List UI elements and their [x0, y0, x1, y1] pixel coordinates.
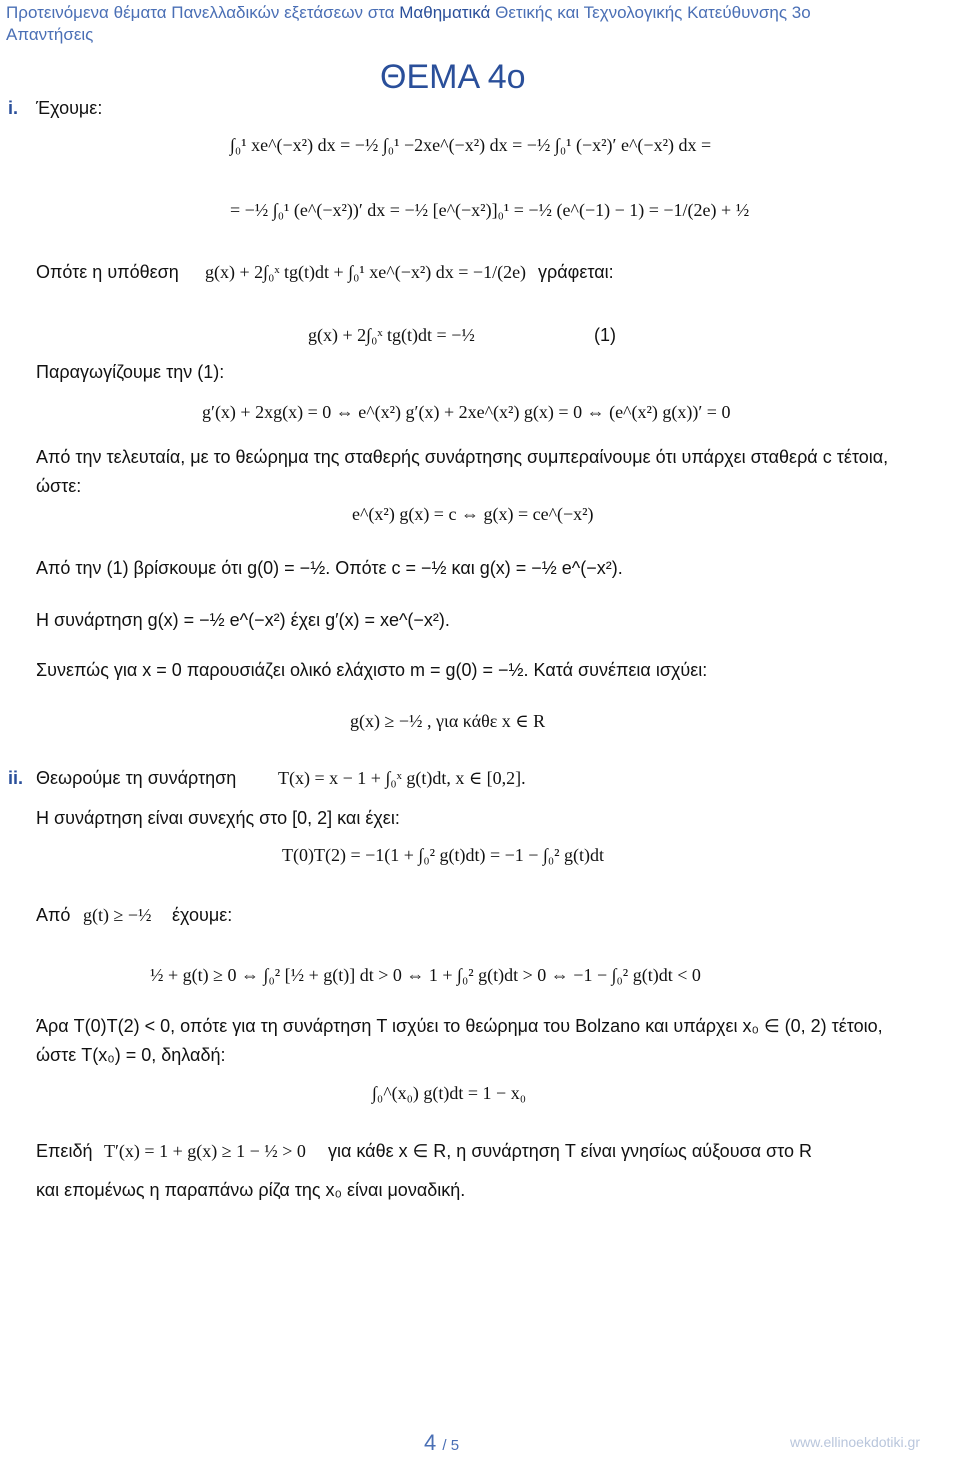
since-tail: για κάθε x ∈ R, η συνάρτηση T είναι γνησίως αύξουσα στο R	[328, 1141, 813, 1161]
hypothesis-equation: g(x) + 2∫₀ˣ tg(t)dt + ∫₀¹ xe^(−x²) dx = −1/(2e)	[205, 262, 527, 282]
differentiate-text: Παραγωγίζουμε την (1):	[36, 362, 225, 382]
paragraph-constant: Από την τελευταία, με το θεώρημα της σταθερής συνάρτησης συμπεραίνουμε ότι υπάρχει σταθερά c τέτοια, ώστε:	[36, 447, 889, 496]
equation-3-tag: (1)	[594, 325, 616, 345]
line-function: Η συνάρτηση g(x) = −½ e^(−x²) έχει g′(x) = xe^(−x²).	[36, 610, 450, 630]
line-find-c: Από την (1) βρίσκουμε ότι g(0) = −½. Οπότε c = −½ και g(x) = −½ e^(−x²).	[36, 558, 623, 578]
part-ii-label: ii.	[8, 768, 24, 788]
equation-7: T(0)T(2) = −1(1 + ∫₀² g(t)dt) = −1 − ∫₀² g(t)dt	[282, 845, 605, 865]
part-i-label: i.	[8, 98, 19, 118]
hypothesis-text: Οπότε η υπόθεση	[36, 262, 179, 282]
equation-3: g(x) + 2∫₀ˣ tg(t)dt = −½	[308, 325, 475, 345]
part-ii-intro: Θεωρούμε τη συνάρτηση	[36, 768, 237, 788]
equation-5: e^(x²) g(x) = c ⇔ g(x) = ce^(−x²)	[352, 504, 594, 524]
page-current: 4	[424, 1430, 437, 1455]
equation-2: = −½ ∫₀¹ (e^(−x²))′ dx = −½ [e^(−x²)]₀¹ = −½ (e^(−1) − 1) = −1/(2e) + ½	[230, 200, 750, 220]
since-text: Επειδή	[36, 1141, 93, 1161]
since-equation: T′(x) = 1 + g(x) ≥ 1 − ½ > 0	[104, 1141, 306, 1161]
equation-4: g′(x) + 2xg(x) = 0 ⇔ e^(x²) g′(x) + 2xe^(x²) g(x) = 0 ⇔ (e^(x²) g(x))′ = 0	[202, 402, 731, 422]
page-total: / 5	[442, 1437, 460, 1454]
page-title: ΘΕΜΑ 4ο	[380, 58, 526, 96]
header-line2: Απαντήσεις	[6, 25, 94, 44]
header-suffix: Θετικής και Τεχνολογικής Κατεύθυνσης 3ο	[495, 3, 811, 22]
function-definition: T(x) = x − 1 + ∫₀ˣ g(t)dt, x ∈ [0,2].	[278, 768, 526, 788]
equation-1: ∫₀¹ xe^(−x²) dx = −½ ∫₀¹ −2xe^(−x²) dx = −½ ∫₀¹ (−x²)′ e^(−x²) dx =	[230, 135, 712, 155]
line-minimum: Συνεπώς για x = 0 παρουσιάζει ολικό ελάχιστο m = g(0) = −½. Κατά συνέπεια ισχύει:	[36, 660, 708, 680]
from-equation: g(t) ≥ −½	[83, 905, 152, 925]
part-i-intro: Έχουμε:	[36, 98, 103, 118]
from-text: Από	[36, 905, 71, 925]
footer-website: www.ellinoekdotiki.gr	[790, 1434, 920, 1450]
continuity-text: Η συνάρτηση είναι συνεχής στο [0, 2] και έχει:	[36, 808, 400, 828]
final-sentence: και επομένως η παραπάνω ρίζα της x₀ είναι μοναδική.	[36, 1180, 466, 1200]
equation-8: ½ + g(t) ≥ 0 ⇔ ∫₀² [½ + g(t)] dt > 0 ⇔ 1 + ∫₀² g(t)dt > 0 ⇔ −1 − ∫₀² g(t)dt < 0	[150, 965, 701, 985]
equation-6: g(x) ≥ −½ , για κάθε x ∈ R	[350, 711, 546, 731]
header-subject: Μαθηματικά	[399, 3, 491, 22]
hypothesis-tail: γράφεται:	[538, 262, 614, 282]
page-number	[424, 1430, 459, 1456]
equation-9: ∫₀^(x₀) g(t)dt = 1 − x₀	[372, 1083, 526, 1103]
header-prefix: Προτεινόμενα θέματα Πανελλαδικών εξετάσεων στα	[6, 3, 395, 22]
paragraph-bolzano: Άρα T(0)T(2) < 0, οπότε για τη συνάρτηση T ισχύει το θεώρημα του Bolzano και υπάρχει x₀ ∈ (0, 2) τέτοιο, ώστε T(x₀) = 0, δηλαδή:	[36, 1016, 883, 1065]
page-header	[6, 2, 946, 46]
from-tail: έχουμε:	[172, 905, 233, 925]
